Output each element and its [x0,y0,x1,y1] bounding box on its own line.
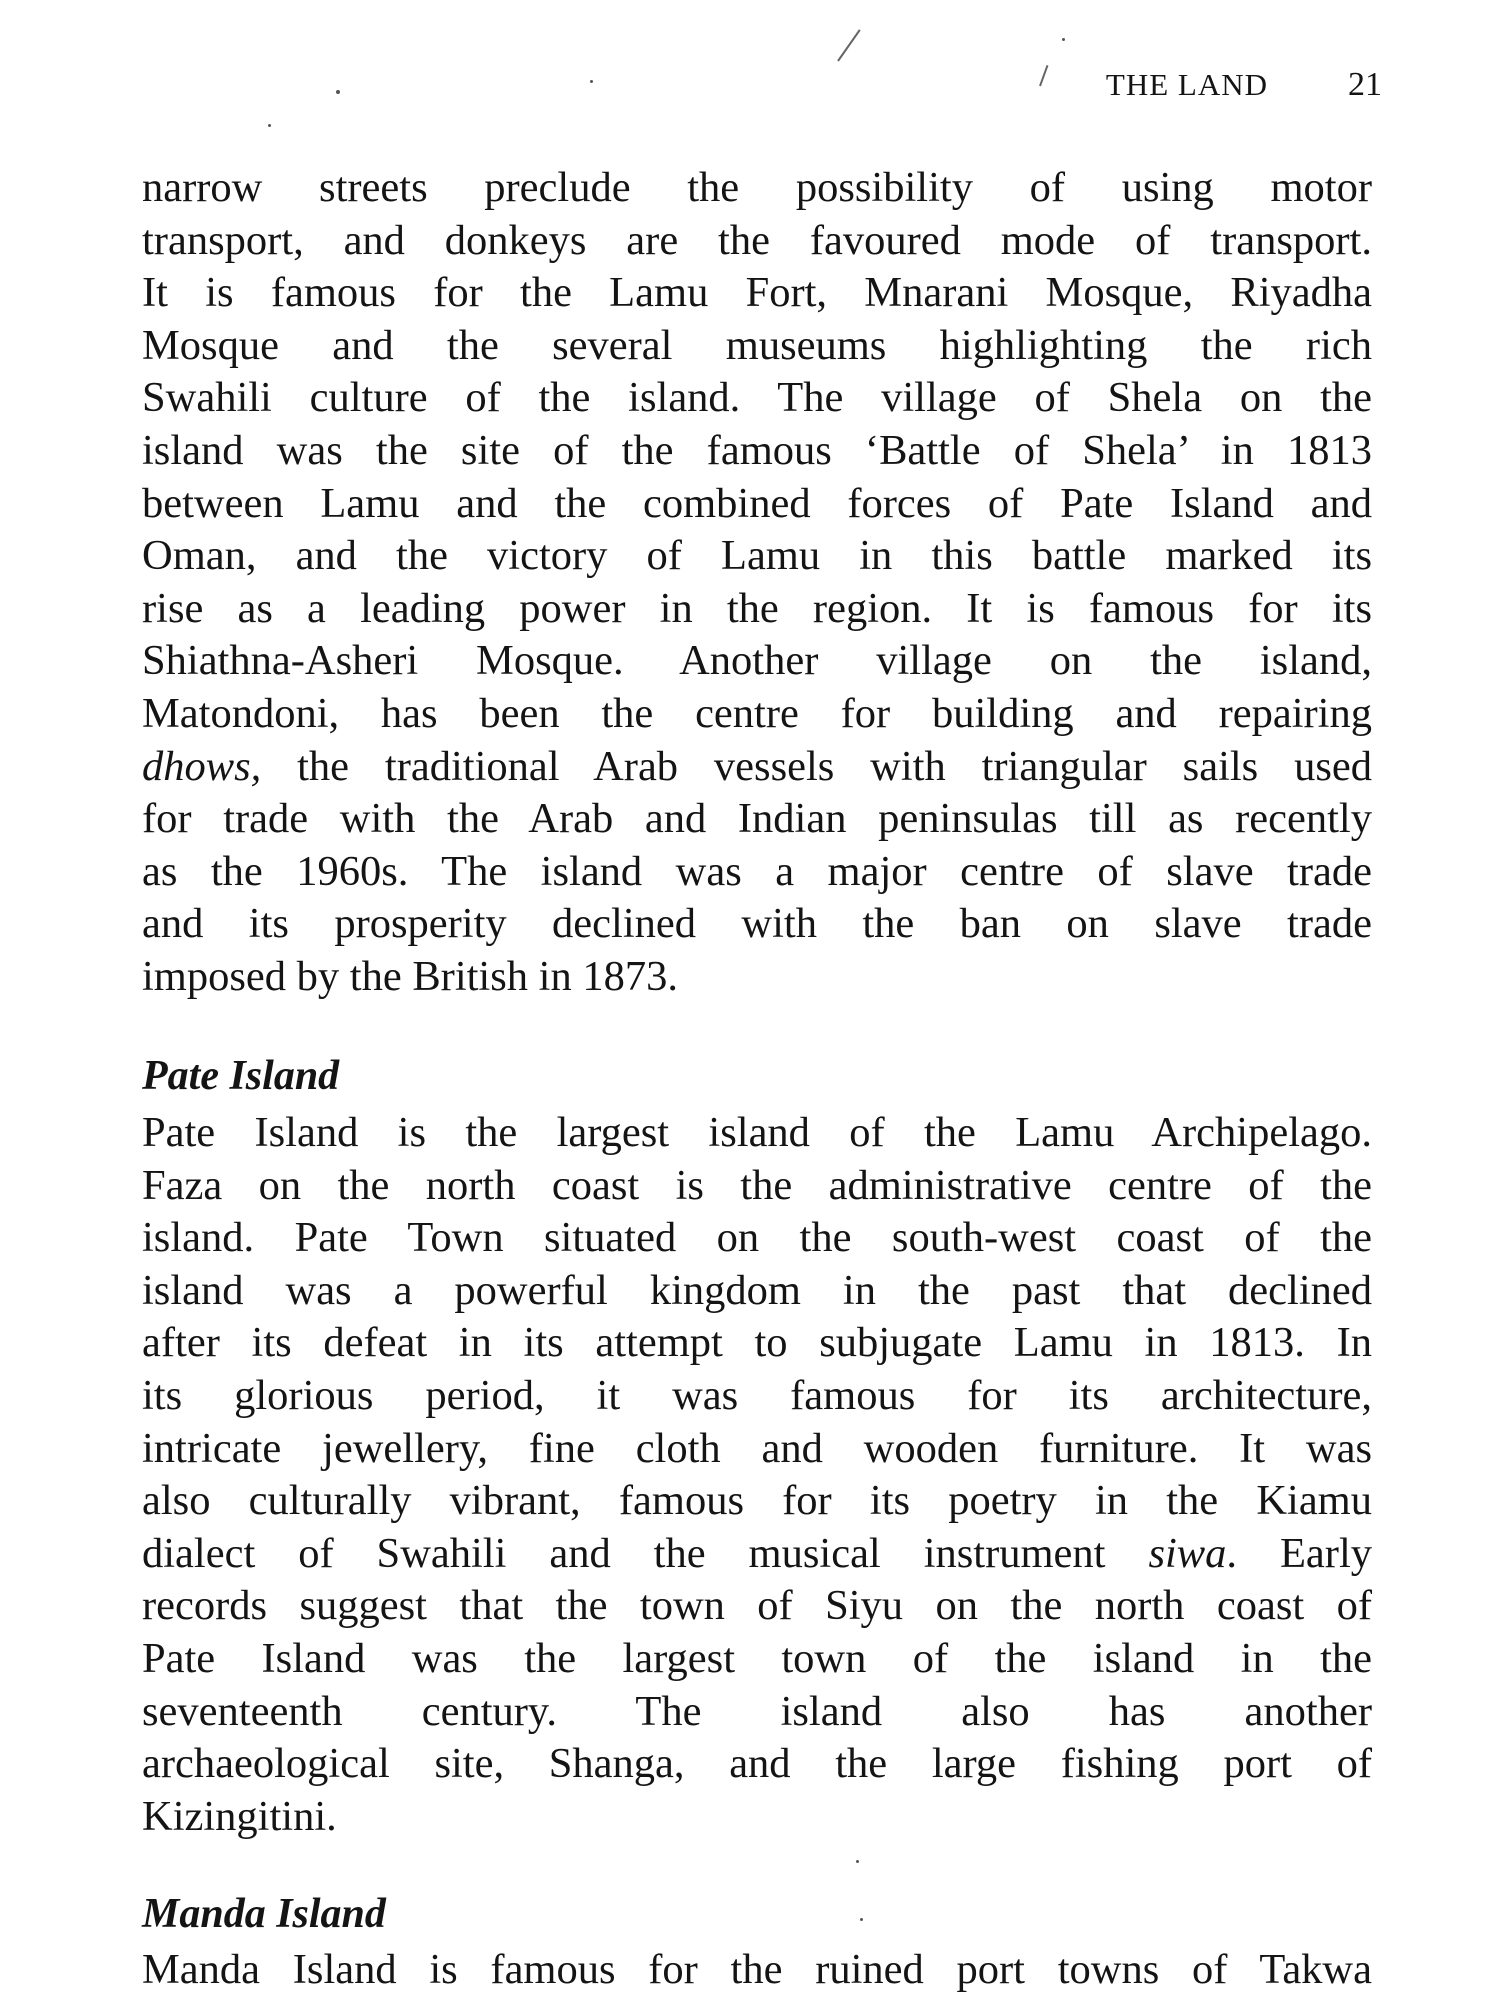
paragraph-manda-island [142,1944,1372,1997]
text-line [142,1528,1372,1581]
text-line: Pate Island was the largest town of the island in the [142,1634,1372,1682]
text-line: Oman, and the victory of Lamu in this battle marked its [142,532,1372,580]
text-line: rise as a leading power in the region. It is famous for its [142,584,1372,632]
page-number: 21 [1348,66,1382,103]
scan-scratch [837,29,860,61]
text-line: Swahili culture of the island. The village of Shela on the [142,374,1372,422]
section-heading-manda-island: Manda Island [142,1891,386,1937]
text-line: transport, and donkeys are the favoured mode of transport. [142,216,1372,264]
scan-speck [336,90,340,94]
text-line: between Lamu and the combined forces of Pate Island and [142,479,1372,527]
scan-scratch [1039,65,1048,86]
text-fragment: the traditional Arab vessels with triangular sails used [261,742,1372,790]
text-line: as the 1960s. The island was a major centre of slave trade [142,847,1372,895]
text-line: imposed by the British in 1873. [142,952,678,1000]
text-line: its glorious period, it was famous for its architecture, [142,1371,1372,1419]
text-fragment: . Early [1226,1529,1372,1577]
text-line: Faza on the north coast is the administrative centre of the [142,1161,1372,1209]
text-line: island. Pate Town situated on the south-west coast of the [142,1214,1372,1262]
text-line: island was a powerful kingdom in the past that declined [142,1266,1372,1314]
scan-speck [1062,38,1065,41]
text-line: island was the site of the famous ‘Battle of Shela’ in 1813 [142,426,1372,474]
text-line: Pate Island is the largest island of the Lamu Archipelago. [142,1109,1372,1156]
text-fragment: dialect of Swahili and the musical instrument [142,1529,1149,1577]
section-heading-pate-island: Pate Island [142,1053,340,1099]
scan-speck [590,80,593,83]
text-line: intricate jewellery, fine cloth and wooden furniture. It was [142,1424,1372,1472]
running-head: THE LAND [1105,67,1268,102]
text-line: for trade with the Arab and Indian peninsulas till as recently [142,795,1372,843]
text-line: and its prosperity declined with the ban on slave trade [142,900,1372,948]
text-line: Kizingitini. [142,1792,337,1840]
text-line: archaeological site, Shanga, and the large fishing port of [142,1740,1372,1788]
paragraph-pate-island [142,1107,1372,1843]
text-line: after its defeat in its attempt to subjugate Lamu in 1813. In [142,1319,1372,1367]
text-line: records suggest that the town of Siyu on the north coast of [142,1582,1372,1630]
scan-speck [860,1918,863,1921]
scan-speck [268,124,271,127]
italic-term-siwa: siwa [1148,1529,1227,1577]
text-line: seventeenth century. The island also has another [142,1687,1372,1735]
text-line: Mosque and the several museums highlighting the rich [142,321,1372,369]
text-line: Matondoni, has been the centre for building and repairing [142,689,1372,737]
page-header [1106,66,1382,104]
text-line: It is famous for the Lamu Fort, Mnarani Mosque, Riyadha [142,269,1372,317]
italic-term-dhows: dhows, [142,742,262,790]
text-line: Shiathna-Asheri Mosque. Another village on the island, [142,637,1372,685]
paragraph-lamu-continued [142,162,1372,1004]
text-line: also culturally vibrant, famous for its poetry in the Kiamu [142,1477,1372,1525]
scan-speck [856,1860,859,1863]
text-line [142,741,1372,794]
text-line: Manda Island is famous for the ruined port towns of Takwa [142,1946,1372,1993]
text-line: narrow streets preclude the possibility of using motor [142,164,1372,211]
